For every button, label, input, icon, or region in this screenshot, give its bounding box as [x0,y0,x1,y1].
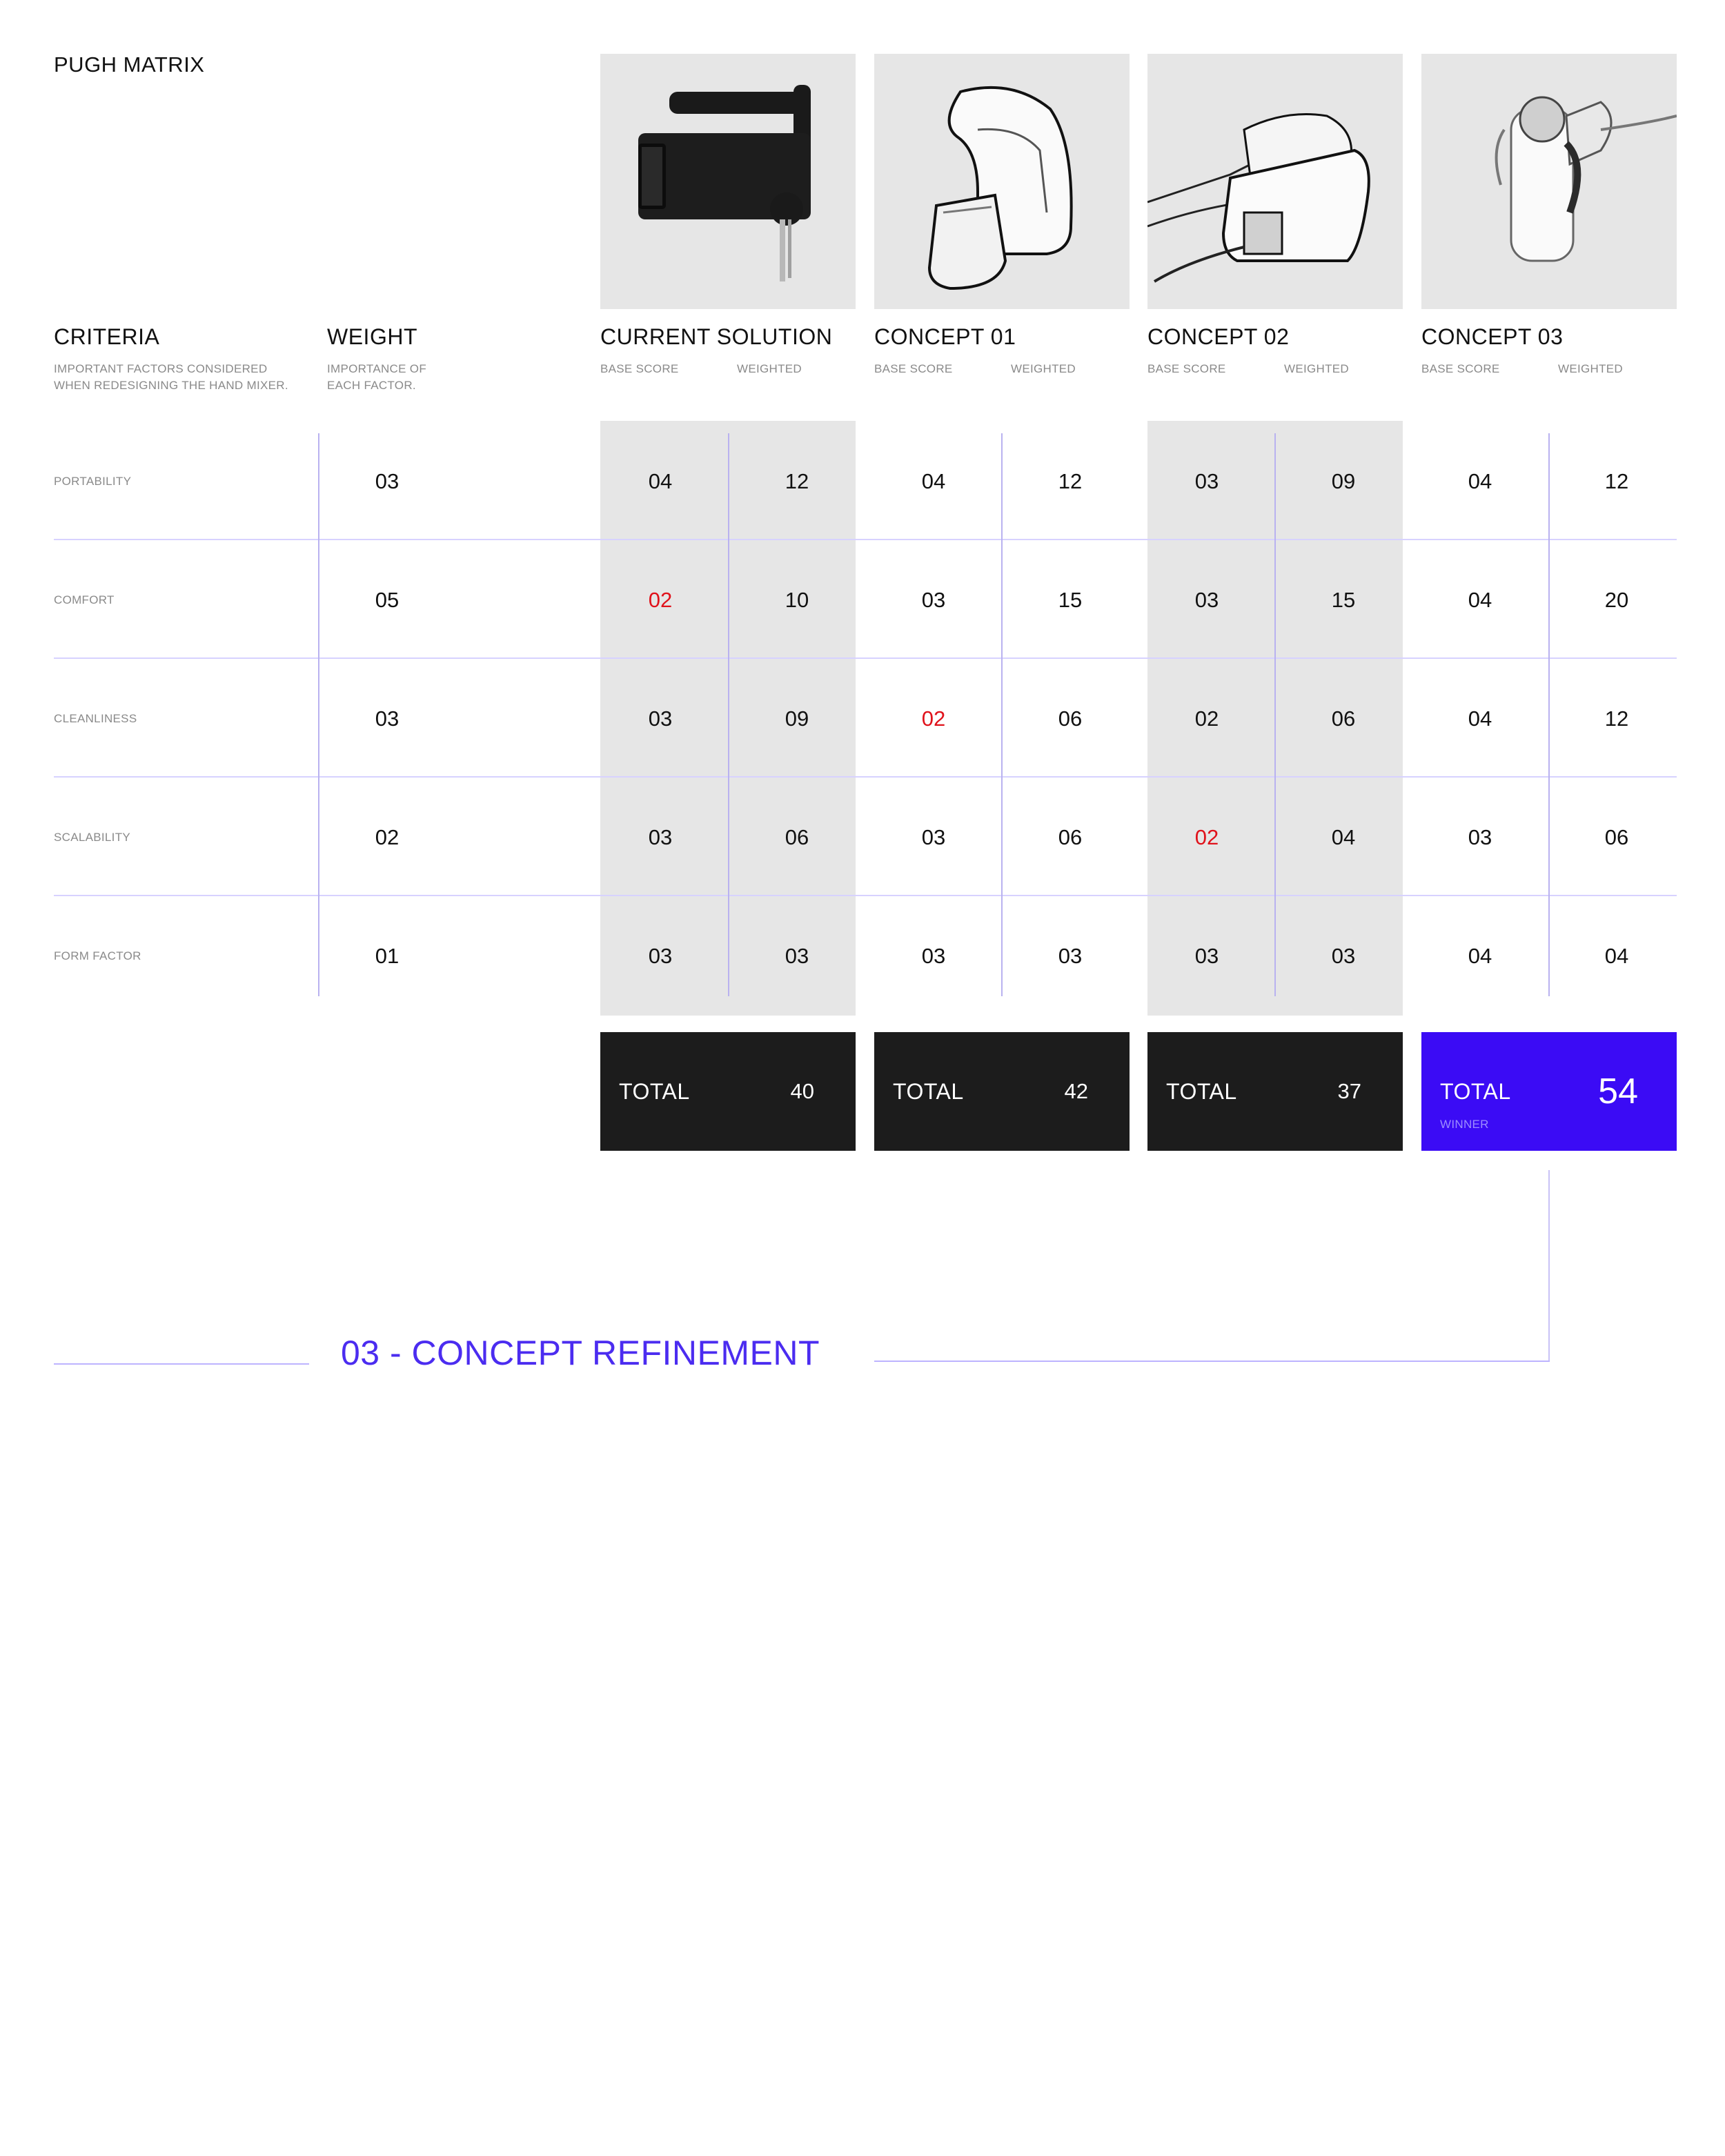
current-solution-image [600,54,856,309]
criterion-comfort: COMFORT [54,593,115,606]
base-score-cell: 03 [1468,825,1492,849]
weighted-score-cell: 20 [1604,588,1629,612]
weighted-label: WEIGHTED [737,362,802,375]
concept-01-image [874,54,1130,309]
section-line-left [54,1363,309,1365]
base-score-cell: 04 [648,469,673,493]
base-score-cell: 04 [1468,469,1492,493]
section-title: 03 - CONCEPT REFINEMENT [341,1334,820,1372]
connector-horizontal-line [874,1361,1550,1362]
weighted-score-cell: 06 [1058,706,1083,731]
connector-vertical-line [1548,1170,1550,1362]
base-score-cell: 03 [921,944,946,968]
base-score-label: BASE SCORE [874,362,953,375]
column-divider [1548,433,1550,996]
total-value: 37 [1337,1079,1361,1103]
base-score-cell: 03 [648,706,673,731]
total-label: TOTAL [619,1079,690,1104]
total-current-solution [600,1032,856,1151]
criterion-cleanliness: CLEANLINESS [54,712,137,725]
row-divider [54,539,1677,540]
base-score-label: BASE SCORE [600,362,679,375]
column-divider [1001,433,1003,996]
weighted-score-cell: 10 [785,588,809,612]
weighted-score-cell: 15 [1058,588,1083,612]
weighted-score-cell: 04 [1331,825,1356,849]
weighted-score-cell: 09 [785,706,809,731]
criterion-portability: PORTABILITY [54,475,132,488]
weighted-label: WEIGHTED [1284,362,1350,375]
base-score-cell-low: 02 [921,706,946,731]
row-divider [54,895,1677,896]
concept-03-image [1421,54,1677,309]
row-divider [54,776,1677,778]
page-title: PUGH MATRIX [54,52,205,77]
weighted-score-cell: 06 [785,825,809,849]
weight-value: 01 [375,944,400,968]
winner-label: WINNER [1440,1118,1489,1131]
criterion-form-factor: FORM FACTOR [54,949,141,962]
total-label: TOTAL [1166,1079,1237,1104]
column-divider [1274,433,1276,996]
base-score-cell: 03 [921,588,946,612]
total-value: 42 [1064,1079,1088,1103]
total-concept-03-winner [1421,1032,1677,1151]
criterion-scalability: SCALABILITY [54,831,131,844]
weighted-label: WEIGHTED [1558,362,1624,375]
weight-description: IMPORTANCE OF EACH FACTOR. [327,362,427,392]
column-divider [318,433,319,996]
total-label: TOTAL [893,1079,964,1104]
concept-01-sketch [874,54,1130,309]
criteria-description: IMPORTANT FACTORS CONSIDERED WHEN REDESIGNING THE HAND MIXER. [54,362,288,392]
hand-mixer-photo [600,54,856,309]
weighted-score-cell: 09 [1331,469,1356,493]
base-score-label: BASE SCORE [1147,362,1226,375]
base-score-cell: 04 [1468,706,1492,731]
total-value: 40 [790,1079,814,1103]
base-score-cell: 04 [921,469,946,493]
total-value: 54 [1598,1071,1638,1111]
column-header-concept-03: CONCEPT 03 [1421,324,1564,349]
weighted-score-cell: 03 [1331,944,1356,968]
weighted-score-cell: 15 [1331,588,1356,612]
base-score-cell: 04 [1468,588,1492,612]
column-header-concept-02: CONCEPT 02 [1147,324,1290,349]
criteria-header: CRITERIA [54,324,160,349]
base-score-cell-low: 02 [1194,825,1219,849]
weighted-score-cell: 04 [1604,944,1629,968]
base-score-cell: 03 [1194,944,1219,968]
base-score-cell: 03 [1194,588,1219,612]
weighted-score-cell: 06 [1604,825,1629,849]
base-score-label: BASE SCORE [1421,362,1500,375]
base-score-cell: 04 [1468,944,1492,968]
row-divider [54,657,1677,659]
column-header-concept-01: CONCEPT 01 [874,324,1016,349]
base-score-cell: 02 [1194,706,1219,731]
weighted-label: WEIGHTED [1011,362,1076,375]
total-concept-01 [874,1032,1130,1151]
weighted-score-cell: 12 [1604,706,1629,731]
concept-02-image [1147,54,1403,309]
base-score-cell: 03 [648,825,673,849]
base-score-cell-low: 02 [648,588,673,612]
column-divider [728,433,729,996]
weighted-score-cell: 12 [1604,469,1629,493]
concept-02-sketch [1147,54,1403,309]
weighted-score-cell: 12 [785,469,809,493]
concept-03-sketch [1421,54,1677,309]
weight-value: 05 [375,588,400,612]
weight-value: 02 [375,825,400,849]
weighted-score-cell: 06 [1058,825,1083,849]
weighted-score-cell: 06 [1331,706,1356,731]
base-score-cell: 03 [648,944,673,968]
weight-value: 03 [375,469,400,493]
weighted-score-cell: 03 [1058,944,1083,968]
weighted-score-cell: 03 [785,944,809,968]
weight-value: 03 [375,706,400,731]
column-header-current: CURRENT SOLUTION [600,324,833,349]
weight-header: WEIGHT [327,324,417,349]
total-label: TOTAL [1440,1079,1511,1104]
weighted-score-cell: 12 [1058,469,1083,493]
base-score-cell: 03 [921,825,946,849]
base-score-cell: 03 [1194,469,1219,493]
total-concept-02 [1147,1032,1403,1151]
